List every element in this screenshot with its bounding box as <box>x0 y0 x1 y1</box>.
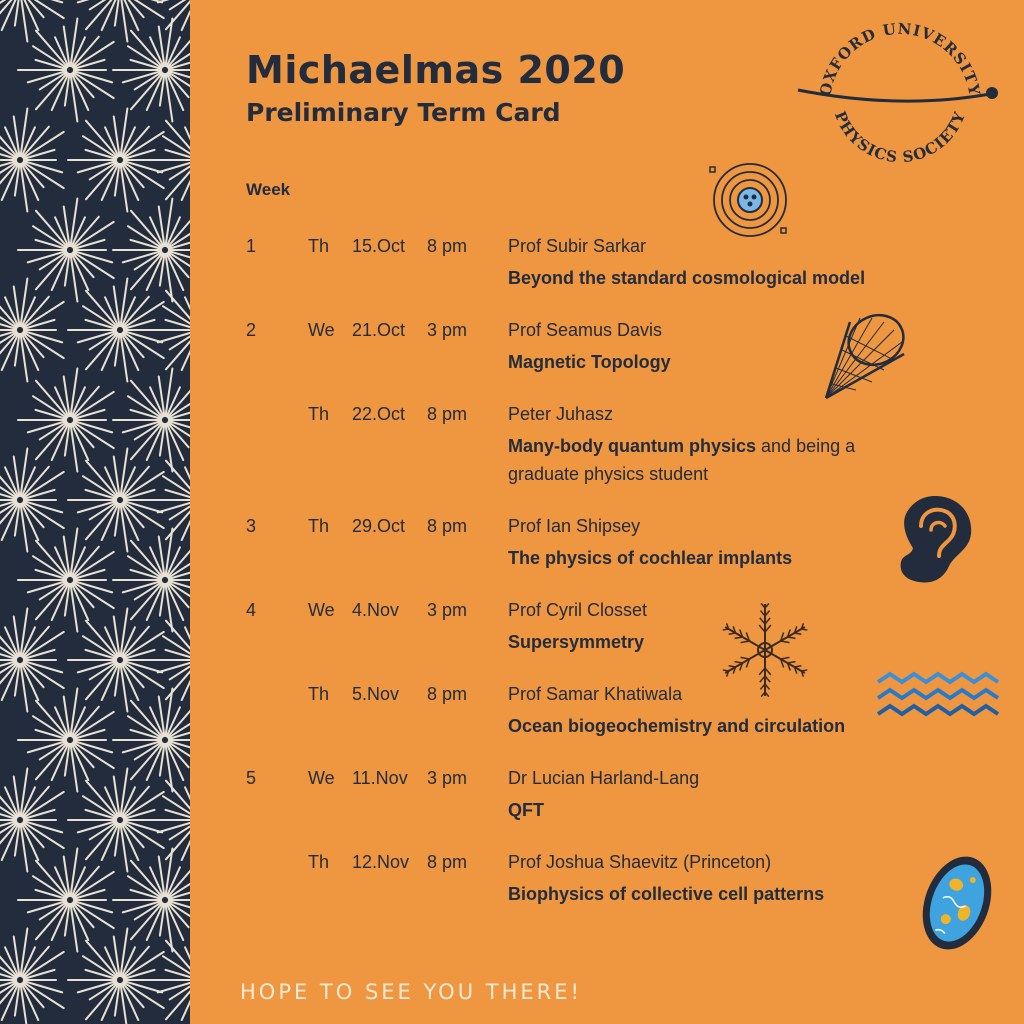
week-number: 2 <box>246 320 257 340</box>
event-date: 21.Oct <box>352 320 406 340</box>
waves-icon <box>876 670 1002 722</box>
logo-top-text: OXFORD UNIVERSITY <box>816 19 984 98</box>
event-date: 5.Nov <box>352 684 400 704</box>
talk-title-bold: The physics of cochlear implants <box>508 548 793 568</box>
snowflake-icon <box>715 600 815 700</box>
event-time: 8 pm <box>427 236 468 256</box>
event-day: Th <box>308 236 330 256</box>
event-time: 3 pm <box>427 320 468 340</box>
speaker-name: Prof Samar Khatiwala <box>508 684 683 704</box>
event-time: 8 pm <box>427 684 468 704</box>
event-date: 29.Oct <box>352 516 406 536</box>
event-day: Th <box>308 404 330 424</box>
cone-net-icon <box>820 310 910 402</box>
page-title: Michaelmas 2020 <box>246 48 626 92</box>
speaker-name: Dr Lucian Harland-Lang <box>508 768 700 788</box>
atom-orbit-icon <box>705 155 795 245</box>
week-number: 1 <box>246 236 257 256</box>
event-date: 15.Oct <box>352 236 406 256</box>
week-number: 5 <box>246 768 257 788</box>
talk-title <box>508 264 928 292</box>
svg-text:PHYSICS SOCIETY <box>831 109 969 167</box>
talk-title-rest: and being a graduate physics student <box>508 436 856 484</box>
main-content <box>190 0 1024 1024</box>
talk-title-bold: Magnetic Topology <box>508 352 671 372</box>
speaker-name: Prof Cyril Closset <box>508 600 648 620</box>
talk-title <box>508 796 928 824</box>
week-number: 3 <box>246 516 257 536</box>
talk-title <box>508 880 928 908</box>
ear-icon <box>895 492 975 587</box>
week-column-header: Week <box>246 180 291 199</box>
event-day: Th <box>308 684 330 704</box>
talk-title-bold: Beyond the standard cosmological model <box>508 268 866 288</box>
talk-title-bold: Biophysics of collective cell patterns <box>508 884 825 904</box>
event-day: We <box>308 768 335 788</box>
talk-title-bold: QFT <box>508 800 544 820</box>
week-number: 4 <box>246 600 257 620</box>
event-time: 3 pm <box>427 768 468 788</box>
speaker-name: Peter Juhasz <box>508 404 614 424</box>
talk-title <box>508 544 928 572</box>
event-date: 22.Oct <box>352 404 406 424</box>
event-date: 11.Nov <box>352 768 408 788</box>
speaker-name: Prof Joshua Shaevitz (Princeton) <box>508 852 772 872</box>
event-day: We <box>308 320 335 340</box>
logo-bottom-text: PHYSICS SOCIETY <box>830 108 970 167</box>
talk-title-bold: Many-body quantum physics <box>508 436 757 456</box>
event-day: We <box>308 600 335 620</box>
event-date: 4.Nov <box>352 600 400 620</box>
event-time: 8 pm <box>427 852 468 872</box>
talk-title <box>508 712 928 740</box>
svg-text:OXFORD UNIVERSITY <box>816 20 983 98</box>
event-day: Th <box>308 516 330 536</box>
event-day: Th <box>308 852 330 872</box>
speaker-name: Prof Subir Sarkar <box>508 236 647 256</box>
talk-title-bold: Ocean biogeochemistry and circulation <box>508 716 846 736</box>
footer-message: HOPE TO SEE YOU THERE! <box>240 980 582 1004</box>
speaker-name: Prof Seamus Davis <box>508 320 663 340</box>
starburst-sidebar <box>0 0 190 1024</box>
society-logo <box>790 14 1010 194</box>
event-time: 8 pm <box>427 516 468 536</box>
talk-title-bold: Supersymmetry <box>508 632 645 652</box>
event-time: 8 pm <box>427 404 468 424</box>
event-time: 3 pm <box>427 600 468 620</box>
starburst-pattern-icon <box>0 0 190 1024</box>
page-subtitle: Preliminary Term Card <box>246 98 561 127</box>
cell-icon <box>912 848 1002 958</box>
speaker-name: Prof Ian Shipsey <box>508 516 641 536</box>
event-date: 12.Nov <box>352 852 410 872</box>
talk-title <box>508 432 928 488</box>
